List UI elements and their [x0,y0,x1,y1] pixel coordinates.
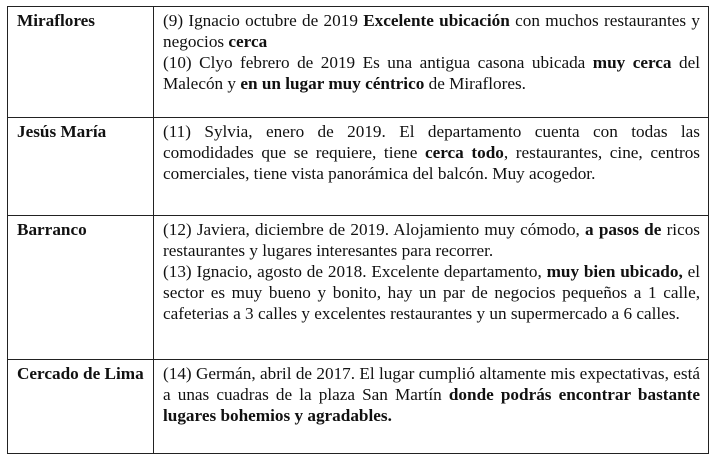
review-text: el sector es muy bueno y bonito, hay un par de negocios pequeños a 1 calle, cafeterias a 3 calles y excelentes restaurantes y un supermercado a 6 calles. [163,262,700,323]
review-text: (9) Ignacio octubre de 2019 [163,11,364,30]
review-highlight: Excelente ubicación [363,11,510,30]
review-text: (13) Ignacio, agosto de 2018. Excelente departamento, [163,262,547,281]
district-cell: Miraflores [8,7,154,118]
reviews-table [7,6,709,454]
review-text: (14) Germán, abril de 2017. El lugar cumplió altamente mis expectativas, está a unas cuadras de la plaza San Martín [163,364,700,404]
review-13 [163,261,700,324]
review-11 [163,121,700,184]
review-text: (11) Sylvia, enero de 2019. El departamento cuenta con todas las comodidades que se requiere, tiene [163,122,700,162]
review-highlight: cerca [228,32,268,51]
review-text: de Miraflores. [424,74,526,93]
review-12 [163,219,700,261]
review-highlight: muy cerca [592,53,672,72]
district-cell: Cercado de Lima [8,360,154,454]
table-row-barranco [8,216,709,360]
reviews-cell [154,7,709,118]
review-highlight: en un lugar muy céntrico [240,74,425,93]
reviews-table-body [8,7,709,454]
review-highlight: muy bien ubicado, [546,262,683,281]
table-row-miraflores [8,7,709,118]
review-highlight: cerca todo [424,143,504,162]
table-row-jesus-maria [8,118,709,216]
review-14 [163,363,700,426]
reviews-cell [154,360,709,454]
table-row-cercado-de-lima [8,360,709,454]
district-cell: Barranco [8,216,154,360]
review-text: ricos restaurantes y lugares interesantes para recorrer. [163,220,700,260]
review-9 [163,10,700,52]
reviews-cell [154,118,709,216]
review-highlight: a pasos de [585,220,662,239]
review-text: (12) Javiera, diciembre de 2019. Alojamiento muy cómodo, [163,220,586,239]
review-highlight: donde podrás encontrar bastante lugares bohemios y agradables. [163,385,701,425]
review-text: , restaurantes, cine, centros comerciales, tiene vista panorámica del balcón. Muy acogedor. [163,143,700,183]
reviews-cell [154,216,709,360]
review-text: (10) Clyo febrero de 2019 Es una antigua casona ubicada [163,53,593,72]
review-text: con muchos restaurantes y negocios [163,11,700,51]
district-cell: Jesús María [8,118,154,216]
review-10 [163,52,700,94]
review-text: del Malecón y [163,53,700,93]
